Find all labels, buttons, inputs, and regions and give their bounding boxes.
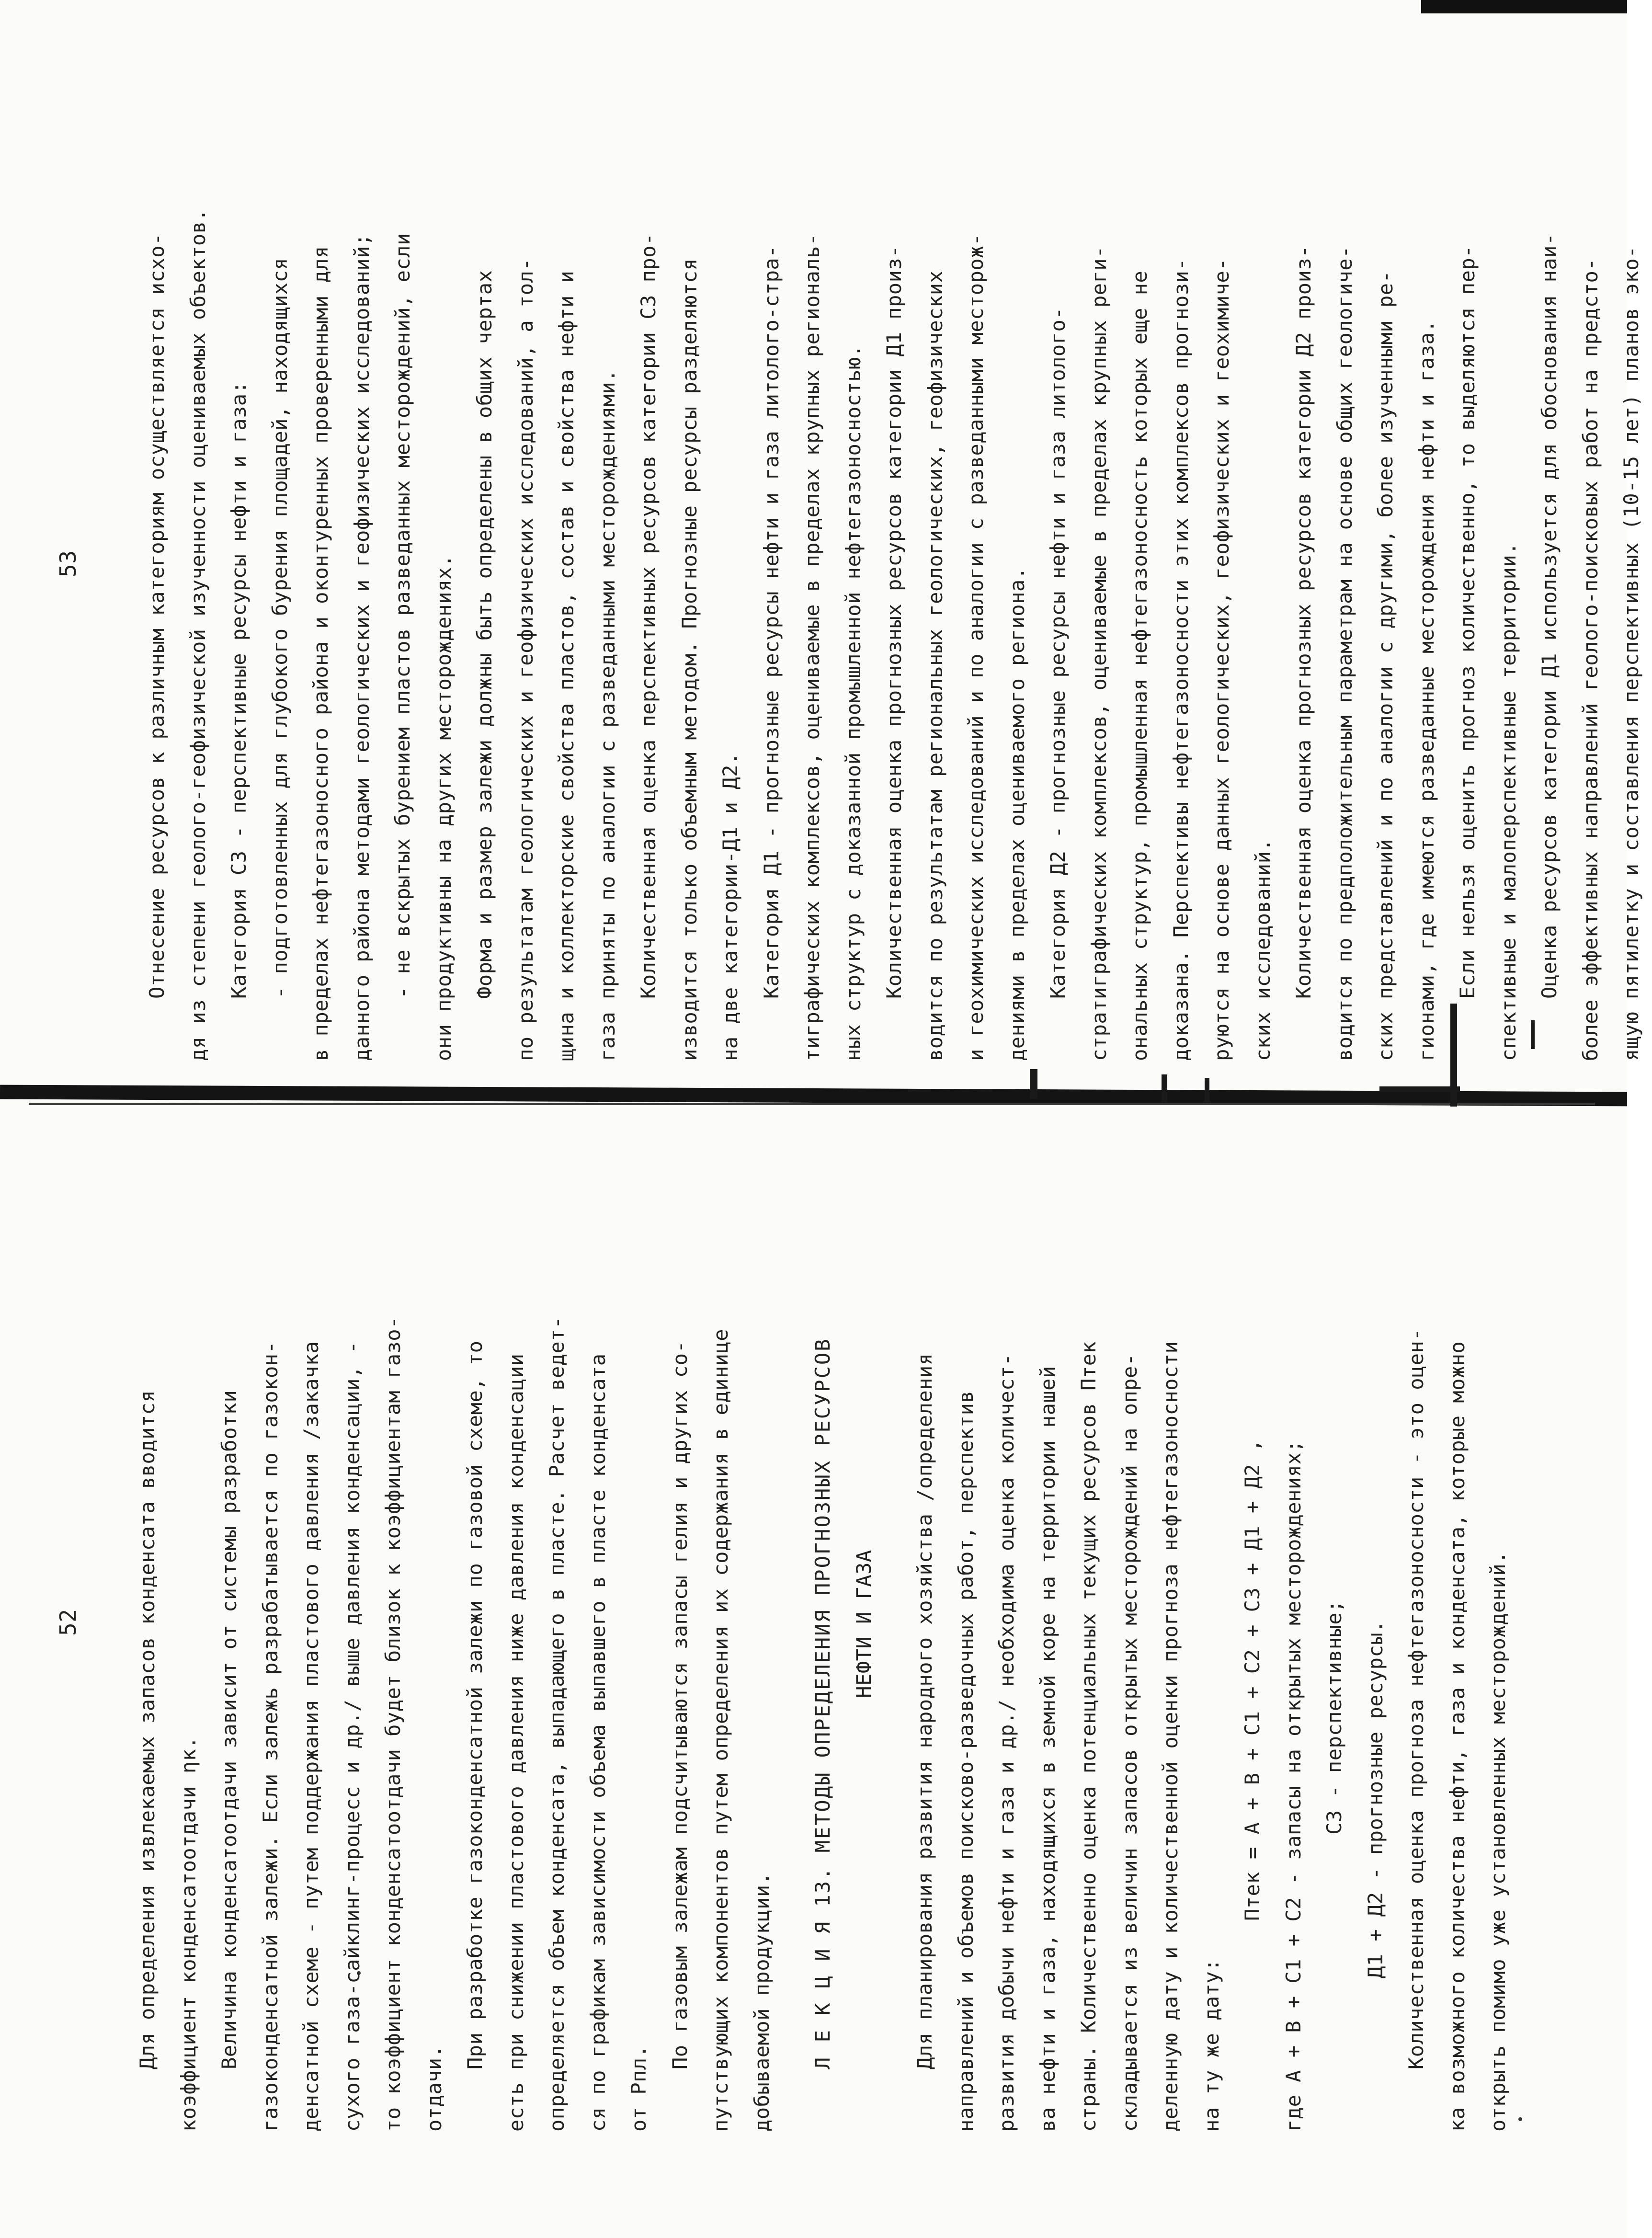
text-line: гионами, где имеются разведанные месторождения нефти и газа.	[1414, 320, 1438, 1061]
text-line: Птек = А + В + С1 + С2 + С3 + Д1 + Д2 ,	[1241, 1439, 1264, 1921]
scan-artifact	[1162, 1074, 1167, 1102]
text-line: щина и коллекторские свойства пластов, состав и свойства нефти и	[555, 270, 578, 1061]
text-line: газоконденсатной залежи. Если залежь разрабатывается по газокон-	[258, 1341, 282, 2132]
text-line: сухого газа-сайклинг-процесс и др./ выше давления конденсации, -	[340, 1341, 364, 2132]
text-line: путствующих компонентов путем определения их содержания в единице	[709, 1328, 732, 2132]
text-line: ка возможного количества нефти, газа и конденсата, которые можно	[1445, 1341, 1469, 2132]
text-line: ональных структур, промышленная нефтегазоносность которых еще не	[1128, 270, 1151, 1061]
text-line: Отнесение ресурсов к различным категориям осуществляется исхо-	[145, 233, 169, 999]
text-line: - не вскрытых бурением пластов разведанных месторождений, если	[391, 233, 414, 999]
text-line: Категория С3 - перспективные ресурсы нефти и газа:	[227, 381, 251, 999]
text-line: ящую пятилетку и составления перспективных (10-15 лет) планов эко-	[1619, 246, 1643, 1061]
text-line: Категория Д2 - прогнозные ресурсы нефти и газа литолого-	[1046, 307, 1070, 999]
binding-clip-mark-horizontal	[1379, 1086, 1460, 1092]
text-line: где А + В + С1 + С2 - запасы на открытых месторождениях;	[1281, 1439, 1305, 2132]
spacer	[782, 1116, 802, 2132]
text-line: Л Е К Ц И Я 13. МЕТОДЫ ОПРЕДЕЛЕНИЯ ПРОГНОЗНЫХ РЕСУРСОВ	[811, 1337, 834, 2069]
text-line: отдачи.	[422, 2045, 446, 2132]
text-line: то коэффициент конденсатоотдачи будет близок к коэффициентам газо-	[381, 1316, 405, 2132]
text-line: они продуктивны на других месторождениях.	[432, 554, 456, 1061]
text-line: развития добычи нефти и газа и др./ необходима оценка количест-	[995, 1353, 1018, 2132]
text-line: и геохимических исследований и по аналогии с разведанными месторож-	[964, 233, 988, 1061]
text-line: Категория Д1 - прогнозные ресурсы нефти и газа литолого-стра-	[759, 245, 783, 999]
page-number: 53	[55, 550, 81, 577]
page-52-text	[127, 1116, 1519, 2132]
text-line: изводится только объемным методом. Прогнозные ресурсы разделяются	[677, 258, 701, 1061]
text-line: - подготовленных для глубокого бурения площадей, находящихся	[268, 257, 292, 999]
text-line: дя из степени геолого-геофизической изученности оцениваемых объектов.	[186, 208, 210, 1061]
text-line: на две категории-Д1 и Д2.	[718, 752, 742, 1061]
text-line: коэффициент конденсатоотдачи ηк.	[176, 1736, 200, 2132]
text-line: По газовым залежам подсчитываются запасы гелия и других со-	[668, 1340, 692, 2069]
text-line: Оценка ресурсов категории Д1 используется для обоснования наи-	[1538, 233, 1561, 999]
text-line: ва нефти и газа, находящихся в земной коре на территории нашей	[1036, 1366, 1060, 2132]
text-line: тиграфических комплексов, оцениваемые в пределах крупных региональ-	[800, 233, 824, 1061]
text-line: есть при снижении пластового давления ниже давления конденсации	[504, 1353, 528, 2132]
text-line: Для планирования развития народного хозяйства /определения	[913, 1353, 936, 2069]
text-line: по результатам геологических и геофизических исследований, а тол-	[513, 258, 537, 1061]
scan-artifact	[1205, 1078, 1209, 1102]
text-line: Для определения извлекаемых запасов конденсата вводится	[136, 1390, 159, 2069]
text-line: ных структур с доказанной промышленной нефтегазоносностью.	[841, 344, 865, 1061]
page-53-text	[137, 41, 1652, 1061]
scan-artifact	[1030, 1069, 1037, 1099]
text-line: Д1 + Д2 - прогнозные ресурсы.	[1363, 1620, 1387, 1978]
page-number: 52	[55, 1609, 81, 1636]
text-line: складывается из величин запасов открытых месторождений на опре-	[1117, 1353, 1141, 2132]
text-line: стратиграфических комплексов, оцениваемые в пределах крупных реги-	[1087, 246, 1111, 1061]
text-line: деленную дату и количественной оценки прогноза нефтегазоносности	[1159, 1341, 1182, 2132]
scan-edge-shadow	[1421, 0, 1627, 13]
book-spine-edge	[29, 1103, 1595, 1105]
text-line: на ту же дату:	[1199, 1958, 1223, 2132]
spacer	[884, 1116, 904, 2132]
text-line: определяется объем конденсата, выпадающего в пласте. Расчет ведет-	[545, 1316, 569, 2132]
text-line: в пределах нефтегазоносного района и оконтуренных проверенными для	[309, 246, 332, 1061]
text-line: ских исследований.	[1251, 838, 1275, 1061]
text-line: дениями в пределах оцениваемого региона.	[1005, 567, 1029, 1061]
text-line: страны. Количественно оценка потенциальных текущих ресурсов Птек	[1077, 1341, 1100, 2132]
text-line: водится по предположительным параметрам на основе общих геологиче-	[1333, 246, 1356, 1061]
text-line: С3 - перспективные;	[1322, 1600, 1346, 1835]
text-line: ских представлений и по аналогии с другими, более изученными ре-	[1374, 270, 1397, 1061]
text-line: газа приняты по аналогии с разведанными месторождениями.	[595, 369, 619, 1061]
text-line: Количественная оценка прогнозных ресурсов категории Д2 произ-	[1292, 245, 1315, 999]
text-line: направлений и объемов поисково-разведочных работ, перспектив	[954, 1390, 978, 2132]
text-line: водится по результатам региональных геологических, геофизических	[923, 270, 947, 1061]
text-line: Количественная оценка перспективных ресурсов категории С3 про-	[637, 233, 660, 999]
scan-speck	[1518, 2117, 1522, 2121]
text-line: Количественная оценка прогноза нефтегазоносности - это оцен-	[1404, 1328, 1428, 2069]
text-line: При разработке газоконденсатной залежи по газовой схеме, то	[463, 1340, 487, 2069]
text-line: НЕФТИ И ГАЗА	[852, 1550, 876, 1698]
text-line: спективные и малоперспективные территории.	[1496, 542, 1520, 1061]
text-line: от Pпл.	[627, 2045, 650, 2132]
text-line: Если нельзя оценить прогноз количественно, то выделяются пер-	[1456, 245, 1479, 999]
text-line: денсатной схеме - путем поддержания пластового давления /закачка	[299, 1341, 323, 2132]
text-line: ся по графикам зависимости объема выпавшего в пласте конденсата	[586, 1353, 610, 2132]
page-53	[55, 41, 1643, 1061]
text-line: Количественная оценка прогнозных ресурсов категории Д1 произ-	[882, 245, 906, 999]
text-line: Величина конденсатоотдачи зависит от системы разработки	[217, 1390, 241, 2069]
text-line: данного района методами геологических и геофизических исследований;	[350, 233, 374, 1061]
text-line: открыть помимо уже установленных месторождений.	[1486, 1551, 1510, 2132]
text-line: Форма и размер залежи должны быть определены в общих чертах	[473, 270, 496, 999]
page-52	[55, 1116, 1510, 2132]
text-line: более эффективных направлений геолого-поисковых работ на предсто-	[1578, 258, 1602, 1061]
text-line: доказана. Перспективы нефтегазоносности этих комплексов прогнози-	[1169, 258, 1193, 1061]
text-line: руются на основе данных геологических, геофизических и геохимиче-	[1210, 258, 1233, 1061]
text-line: добываемой продукции.	[750, 1872, 774, 2132]
